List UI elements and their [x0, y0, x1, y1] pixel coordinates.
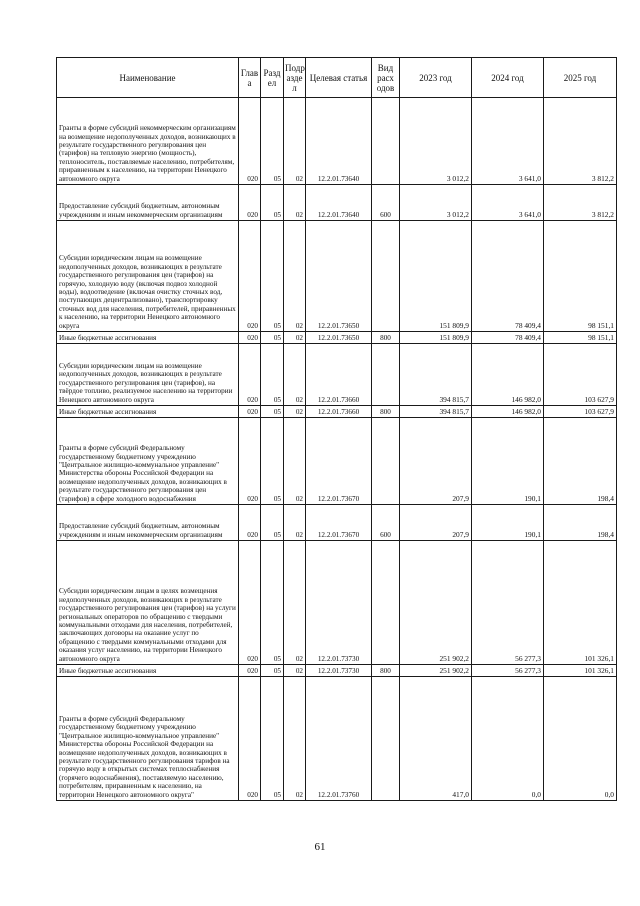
row-section: 05	[261, 505, 284, 541]
row-2024: 146 982,0	[472, 406, 544, 418]
row-2025: 101 326,1	[544, 541, 617, 665]
row-name: Субсидии юридическим лицам на возмещение недополученных доходов, возникающих в результате государственного регулирования цен (тарифов), на твёрдое топливо, реализуемое населению на территории Ненецкого автономного округа	[57, 344, 239, 406]
row-2023: 251 902,2	[400, 665, 472, 677]
row-name: Предоставление субсидий бюджетным, автономным учреждениям и иным некоммерческим организациям	[57, 185, 239, 221]
row-name: Иные бюджетные ассигнования	[57, 406, 239, 418]
page-number: 61	[314, 841, 326, 853]
row-2025: 0,0	[544, 677, 617, 801]
row-expense-type: 600	[372, 505, 400, 541]
table-row	[57, 221, 617, 332]
table-row	[57, 418, 617, 505]
row-section: 05	[261, 541, 284, 665]
row-target: 12.2.01.73670	[306, 418, 372, 505]
table-row	[57, 98, 617, 185]
header-name: Наименование	[57, 58, 239, 98]
row-2024: 3 641,0	[472, 98, 544, 185]
row-chapter: 020	[239, 98, 261, 185]
row-chapter: 020	[239, 541, 261, 665]
row-target: 12.2.01.73730	[306, 541, 372, 665]
row-name: Иные бюджетные ассигнования	[57, 665, 239, 677]
row-expense-type	[372, 98, 400, 185]
row-section: 05	[261, 221, 284, 332]
row-target: 12.2.01.73650	[306, 332, 372, 344]
row-2023: 3 012,2	[400, 98, 472, 185]
row-2024: 146 982,0	[472, 344, 544, 406]
row-subsection: 02	[284, 221, 306, 332]
row-2025: 198,4	[544, 505, 617, 541]
row-section: 05	[261, 344, 284, 406]
row-target: 12.2.01.73660	[306, 344, 372, 406]
row-expense-type: 800	[372, 665, 400, 677]
table-row	[57, 505, 617, 541]
row-2024: 56 277,3	[472, 541, 544, 665]
row-2025: 98 151,1	[544, 221, 617, 332]
row-chapter: 020	[239, 344, 261, 406]
row-section: 05	[261, 665, 284, 677]
table-row	[57, 677, 617, 801]
row-section: 05	[261, 332, 284, 344]
row-2023: 151 809,9	[400, 332, 472, 344]
row-section: 05	[261, 677, 284, 801]
row-subsection: 02	[284, 344, 306, 406]
row-2023: 207,9	[400, 418, 472, 505]
row-expense-type	[372, 344, 400, 406]
row-subsection: 02	[284, 406, 306, 418]
row-expense-type: 600	[372, 185, 400, 221]
row-target: 12.2.01.73670	[306, 505, 372, 541]
row-name: Гранты в форме субсидий Федеральному государственному бюджетному учреждению "Центральное жилищно-коммунальное управление" Министерства обороны Российской Федерации на возмещение недополученных доходов, возникающих в результате государственного регулирования цен (тарифов) в сфере холодного водоснабжения	[57, 418, 239, 505]
row-chapter: 020	[239, 665, 261, 677]
header-expense-type: Вид расх одов	[372, 58, 400, 98]
row-2023: 417,0	[400, 677, 472, 801]
row-chapter: 020	[239, 677, 261, 801]
row-expense-type: 800	[372, 332, 400, 344]
row-section: 05	[261, 98, 284, 185]
row-2025: 198,4	[544, 418, 617, 505]
table-row	[57, 185, 617, 221]
row-name: Субсидии юридическим лицам в целях возмещения недополученных доходов, возникающих в результате государственного регулирования цен (тарифов) на услуги региональных операторов по обращению с твердыми коммунальными отходами для населения, потребителей, заключающих договоры на оказание услуг по обращению с твердыми коммунальными отходами для оказания услуг населению, на территории Ненецкого автономного округа	[57, 541, 239, 665]
row-target: 12.2.01.73640	[306, 185, 372, 221]
row-2025: 103 627,9	[544, 406, 617, 418]
row-2024: 3 641,0	[472, 185, 544, 221]
row-subsection: 02	[284, 541, 306, 665]
row-subsection: 02	[284, 98, 306, 185]
table-row	[57, 344, 617, 406]
header-target: Целевая статья	[306, 58, 372, 98]
row-section: 05	[261, 406, 284, 418]
row-2025: 3 812,2	[544, 98, 617, 185]
row-subsection: 02	[284, 332, 306, 344]
row-2024: 78 409,4	[472, 221, 544, 332]
row-expense-type: 800	[372, 406, 400, 418]
row-subsection: 02	[284, 418, 306, 505]
row-subsection: 02	[284, 677, 306, 801]
row-expense-type	[372, 541, 400, 665]
row-target: 12.2.01.73650	[306, 221, 372, 332]
row-2023: 394 815,7	[400, 344, 472, 406]
header-chapter: Глав а	[239, 58, 261, 98]
row-2024: 0,0	[472, 677, 544, 801]
row-chapter: 020	[239, 221, 261, 332]
row-name: Иные бюджетные ассигнования	[57, 332, 239, 344]
row-chapter: 020	[239, 505, 261, 541]
row-chapter: 020	[239, 406, 261, 418]
header-2025: 2025 год	[544, 58, 617, 98]
row-2025: 103 627,9	[544, 344, 617, 406]
row-name: Субсидии юридическим лицам на возмещение недополученных доходов, возникающих в результате государственного регулирования цен (тарифов) на горячую, холодную воду (включая подвоз холодной воды), водоотведение (включая очистку сточных вод, поступающих децентрализовано), транспортировку сточных вод для населения, потребителей, приравненных к населению, на территории Ненецкого автономного округа	[57, 221, 239, 332]
row-subsection: 02	[284, 185, 306, 221]
row-2024: 190,1	[472, 505, 544, 541]
table-row	[57, 332, 617, 344]
row-subsection: 02	[284, 505, 306, 541]
row-expense-type	[372, 677, 400, 801]
row-name: Гранты в форме субсидий Федеральному государственному бюджетному учреждению "Центральное жилищно-коммунальное управление" Министерства обороны Российской Федерации на возмещение недополученных доходов, возникающих в результате государственного регулирования тарифов на горячую воду в открытых системах теплоснабжения (горячего водоснабжения), поставляемую населению, потребителям, приравненным к населению, на территории Ненецкого автономного округа"	[57, 677, 239, 801]
row-2024: 78 409,4	[472, 332, 544, 344]
row-2023: 151 809,9	[400, 221, 472, 332]
header-2023: 2023 год	[400, 58, 472, 98]
table-row	[57, 665, 617, 677]
row-target: 12.2.01.73760	[306, 677, 372, 801]
row-chapter: 020	[239, 332, 261, 344]
row-subsection: 02	[284, 665, 306, 677]
row-target: 12.2.01.73730	[306, 665, 372, 677]
row-expense-type	[372, 221, 400, 332]
row-name: Предоставление субсидий бюджетным, автономным учреждениям и иным некоммерческим организациям	[57, 505, 239, 541]
header-row	[57, 58, 617, 98]
header-section: Разд ел	[261, 58, 284, 98]
row-name: Гранты в форме субсидий некоммерческим организациям на возмещение недополученных доходов, возникающих в результате государственного регулирования цен (тарифов) на тепловую энергию (мощность), теплоноситель, поставляемые населению, потребителям, приравненным к населению, на территории Ненецкого автономного округа	[57, 98, 239, 185]
row-2023: 207,9	[400, 505, 472, 541]
budget-table	[56, 57, 617, 801]
row-section: 05	[261, 418, 284, 505]
row-2023: 3 012,2	[400, 185, 472, 221]
row-2024: 56 277,3	[472, 665, 544, 677]
row-2025: 3 812,2	[544, 185, 617, 221]
row-2023: 394 815,7	[400, 406, 472, 418]
row-target: 12.2.01.73640	[306, 98, 372, 185]
row-section: 05	[261, 185, 284, 221]
row-2025: 98 151,1	[544, 332, 617, 344]
row-chapter: 020	[239, 185, 261, 221]
row-expense-type	[372, 418, 400, 505]
header-2024: 2024 год	[472, 58, 544, 98]
row-2023: 251 902,2	[400, 541, 472, 665]
row-target: 12.2.01.73660	[306, 406, 372, 418]
table-row	[57, 541, 617, 665]
row-2024: 190,1	[472, 418, 544, 505]
row-2025: 101 326,1	[544, 665, 617, 677]
table-row	[57, 406, 617, 418]
row-chapter: 020	[239, 418, 261, 505]
header-subsection: Подр азде л	[284, 58, 306, 98]
